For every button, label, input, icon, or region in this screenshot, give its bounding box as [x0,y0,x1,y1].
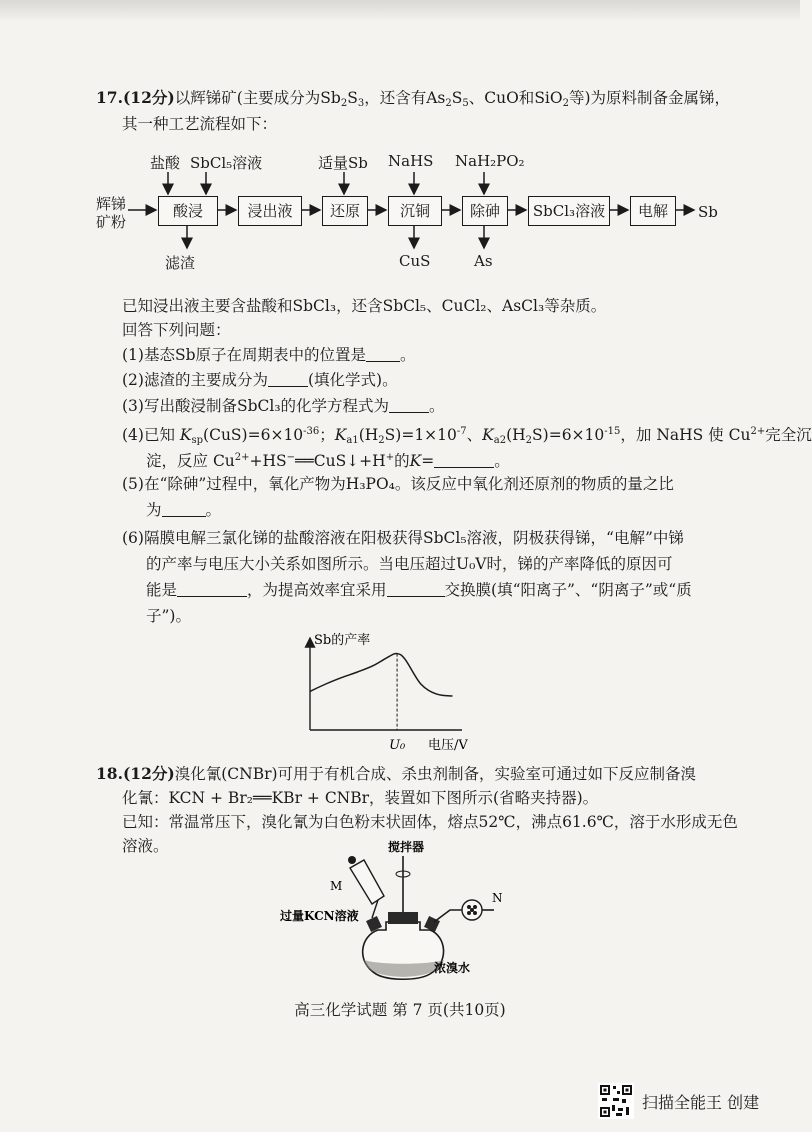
answer-blank [177,582,247,597]
q17-prompt: 回答下列问题： [122,321,231,339]
page-footer: 高三化学试题 第 7 页(共10页) [294,1001,506,1019]
q17-part4-line2: 淀，反应 $Cu^{2+}+HS^-══CuS↓+H^+$的K= 。 [146,452,510,470]
q17-number: 17.(12分)以辉锑矿(主要成分为$Sb_2S_3$，还含有$As_2S_5$、CuO和SiO$_2$等)为原料制备金属锑， [96,88,731,109]
q18-line4: 溶液。 [122,837,169,855]
answer-blank [162,502,206,517]
flow-box-electrolysis: 电解 [630,196,676,226]
answer-blank [366,347,400,362]
flow-in-nah2po2: NaH₂PO₂ [455,152,525,170]
x-axis-label: 电压/V [428,738,468,753]
flow-box-acid-leach: 酸浸 [158,196,218,226]
answer-blank [434,453,494,468]
q17-part6-line1: (6)隔膜电解三氯化锑的盐酸溶液在阳极获得SbCl₅溶液，阴极获得锑，“电解”中锑 [122,529,684,547]
u0-tick-label: U₀ [389,738,406,753]
apparatus-diagram [260,838,560,988]
flow-box-copper: 沉铜 [388,196,442,226]
q17-part2: (2)滤渣的主要成分为 (填化学式)。 [122,371,398,389]
flow-box-leachate: 浸出液 [238,196,302,226]
qr-code-icon [598,1083,634,1119]
q17-part6-line2: 的产率与电压大小关系如图所示。当电压超过U₀V时，锑的产率降低的原因可 [146,555,673,573]
y-axis-label: Sb的产率 [314,633,371,648]
flow-box-reduce: 还原 [322,196,368,226]
flow-in-hcl: 盐酸 [150,154,181,172]
yield-voltage-chart [280,630,500,758]
flow-start-2: 矿粉 [96,213,127,231]
formula-sio2: SiO$_2$ [534,89,569,109]
q17-part3: (3)写出酸浸制备SbCl₃的化学方程式为 。 [122,397,445,415]
q17-part6-line3: 能是 ，为提高效率宜采用 交换膜(填“阳离子”、“阴离子”或“质 [146,581,692,599]
flow-box-sbcl3: SbCl₃溶液 [528,196,610,226]
outlet-tube [434,910,464,922]
kcn-label: 过量KCN溶液 [280,909,359,923]
answer-blank [268,372,308,387]
flow-in-sb: 适量Sb [318,154,368,172]
q18-line2: 化氰：KCN + Br₂══KBr + CNBr，装置如下图所示(省略夹持器)。 [122,789,599,807]
q17-part5-line1: (5)在“除砷”过程中，氧化产物为H₃PO₄。该反应中氧化剂还原剂的物质的量之比 [122,475,674,493]
q17-intro-line2: 其一种工艺流程如下： [122,115,278,133]
q17-part4-line1: (4)已知 $K_{sp}(CuS)=6\times 10^{-36}$；$K_{a1}(H_2S)=1\times 10^{-7}$、$K_{a2}(H_2S)=6\times 10^{-15}$，加 NaHS 使 $Cu^{2+}$完全沉 [122,426,812,446]
answer-blank [389,398,429,413]
flow-out-as: As [474,252,493,270]
stirrer-label: 搅拌器 [388,840,425,854]
flow-out-residue: 滤渣 [165,254,196,272]
q18-line3: 已知：常温常压下，溴化氰为白色粉末状固体，熔点52℃，沸点61.6℃，溶于水形成无色 [122,813,738,831]
yield-curve-series [310,654,453,696]
drying-tube-n [462,900,494,920]
flow-out-cus: CuS [399,252,431,270]
label-n: N [492,891,503,905]
q18-line1: 18.(12分)溴化氰(CNBr)可用于有机合成、杀虫剂制备，实验室可通过如下反应制备溴 [96,764,697,783]
flow-arrows [0,0,800,290]
flow-box-arsenic: 除砷 [462,196,508,226]
q17-part1: (1)基态Sb原子在周期表中的位置是 。 [122,346,416,364]
flask-stopper [388,912,418,924]
three-neck-flask [363,912,444,979]
q17-known: 已知浸出液主要含盐酸和SbCl₃，还含SbCl₅、CuCl₂、AsCl₃等杂质。 [122,297,607,315]
q17-part6-line4: 子”)。 [146,607,191,625]
flow-end-sb: Sb [698,203,718,221]
flow-in-sbcl5: SbCl₅溶液 [190,154,263,172]
formula-as2s5: $As_2S_5$ [426,89,469,109]
formula-sb2s3: $Sb_2S_3$ [320,89,365,109]
flow-start-1: 辉锑 [96,195,127,213]
answer-blank [387,582,445,597]
flow-in-nahs: NaHS [388,152,434,170]
q17-part5-line2: 为 。 [146,501,222,519]
scanner-badge: 扫描全能王 创建 [642,1093,760,1112]
label-m: M [330,879,343,893]
bromine-label: 浓溴水 [434,961,471,975]
